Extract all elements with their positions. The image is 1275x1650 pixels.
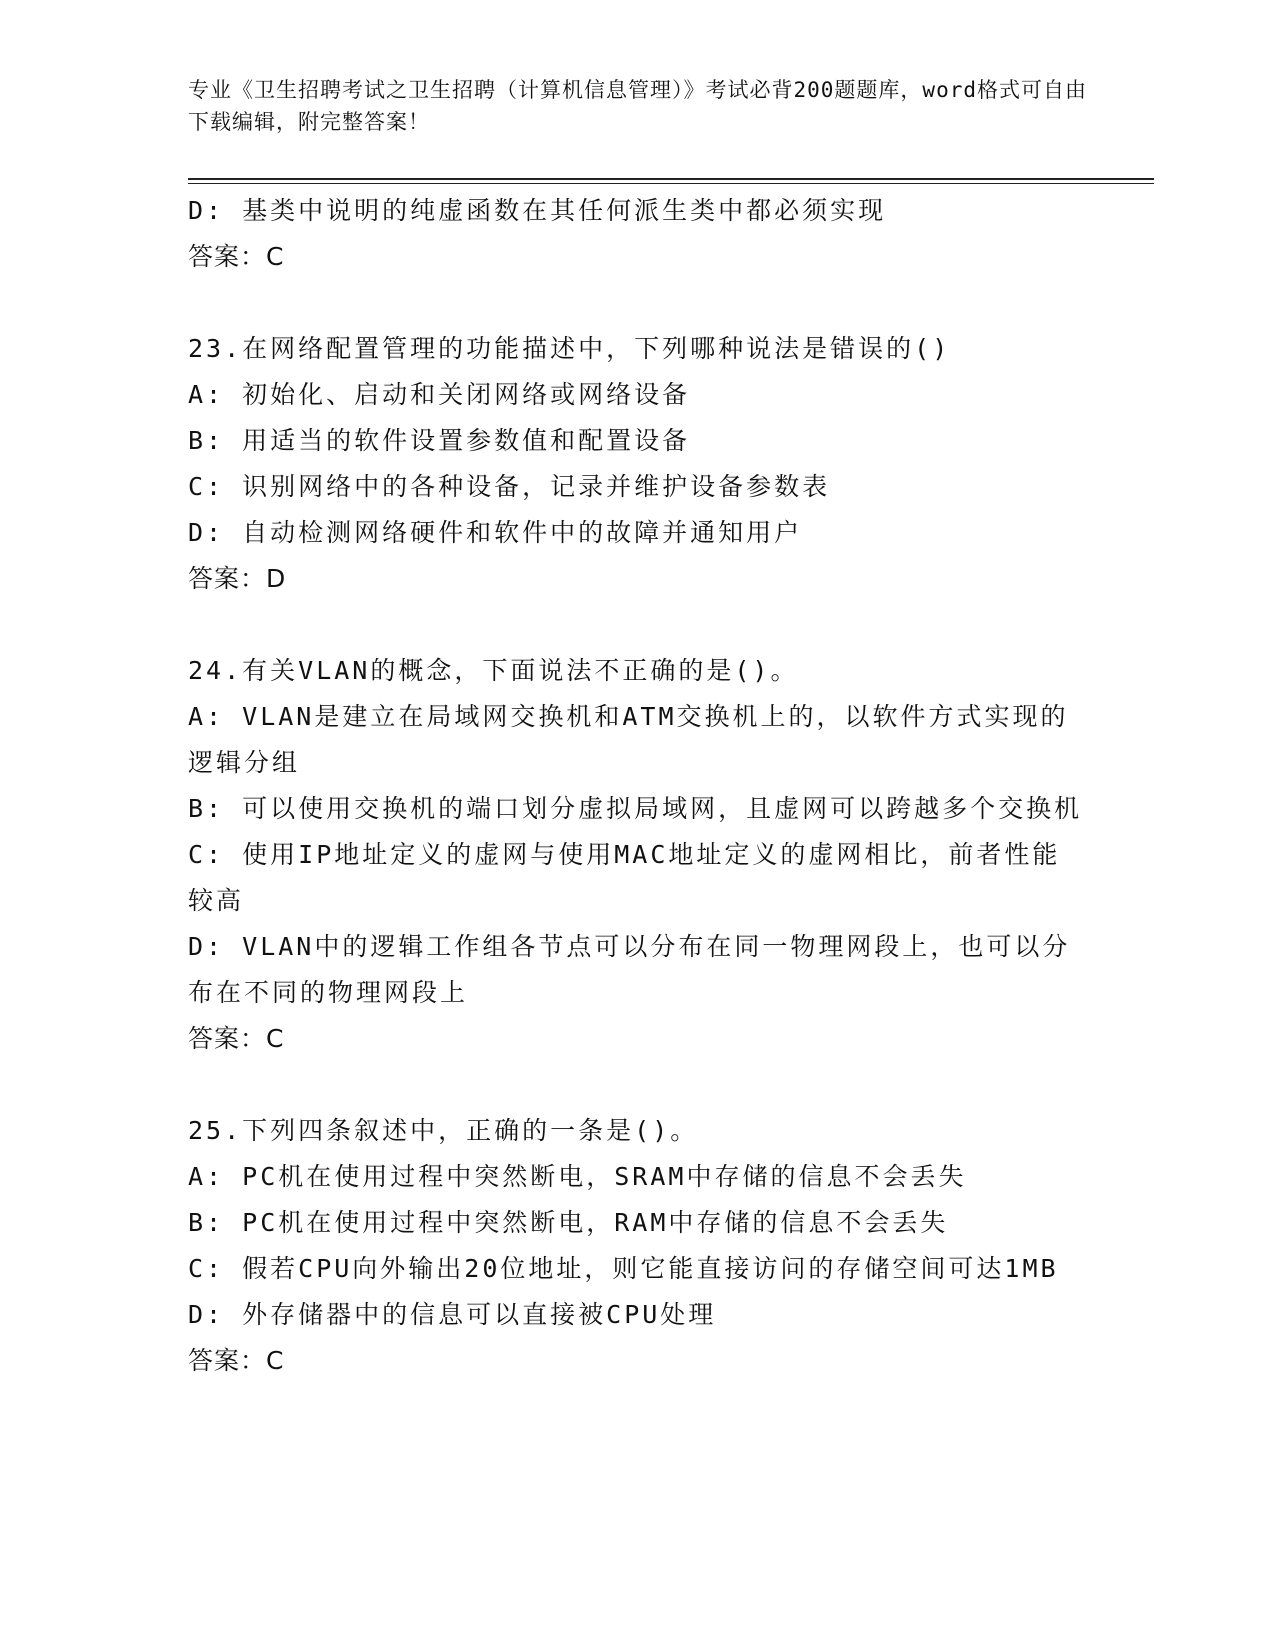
option-line: C: 使用IP地址定义的虚网与使用MAC地址定义的虚网相比，前者性能较高	[188, 840, 1061, 915]
option-line: D: 基类中说明的纯虚函数在其任何派生类中都必须实现	[188, 196, 887, 225]
header-divider-thick	[188, 178, 1154, 180]
option-line: D: VLAN中的逻辑工作组各节点可以分布在同一物理网段上，也可以分布在不同的物理网段上	[188, 932, 1071, 1007]
spacer	[188, 602, 1088, 648]
option-line: B: 用适当的软件设置参数值和配置设备	[188, 426, 691, 455]
option-line: B: PC机在使用过程中突然断电，RAM中存储的信息不会丢失	[188, 1208, 949, 1237]
answer-line: 答案：C	[188, 1024, 285, 1053]
answer-line: 答案：D	[188, 564, 287, 593]
option-line: C: 假若CPU向外输出20位地址，则它能直接访问的存储空间可达1MB	[188, 1254, 1059, 1283]
option-line: A: VLAN是建立在局域网交换机和ATM交换机上的，以软件方式实现的逻辑分组	[188, 702, 1069, 777]
question-stem: 23.在网络配置管理的功能描述中，下列哪种说法是错误的()	[188, 334, 951, 363]
document-header: 专业《卫生招聘考试之卫生招聘（计算机信息管理）》考试必背200题题库，word格式可自由下载编辑，附完整答案！	[188, 78, 1087, 134]
option-line: D: 外存储器中的信息可以直接被CPU处理	[188, 1300, 717, 1329]
question-block	[188, 648, 1088, 1062]
header-divider-thin	[188, 183, 1154, 184]
option-line: D: 自动检测网络硬件和软件中的故障并通知用户	[188, 518, 803, 547]
question-stem: 25.下列四条叙述中，正确的一条是()。	[188, 1116, 699, 1145]
question-list	[188, 188, 1088, 1384]
spacer	[188, 280, 1088, 326]
question-block	[188, 326, 1088, 602]
answer-line: 答案：C	[188, 1346, 285, 1375]
question-block	[188, 188, 1088, 280]
option-line: A: PC机在使用过程中突然断电，SRAM中存储的信息不会丢失	[188, 1162, 967, 1191]
answer-line: 答案：C	[188, 242, 285, 271]
question-block	[188, 1108, 1088, 1384]
spacer	[188, 1062, 1088, 1108]
option-line: C: 识别网络中的各种设备，记录并维护设备参数表	[188, 472, 831, 501]
question-stem: 24.有关VLAN的概念，下面说法不正确的是()。	[188, 656, 799, 685]
option-line: A: 初始化、启动和关闭网络或网络设备	[188, 380, 691, 409]
option-line: B: 可以使用交换机的端口划分虚拟局域网，且虚网可以跨越多个交换机	[188, 794, 1083, 823]
